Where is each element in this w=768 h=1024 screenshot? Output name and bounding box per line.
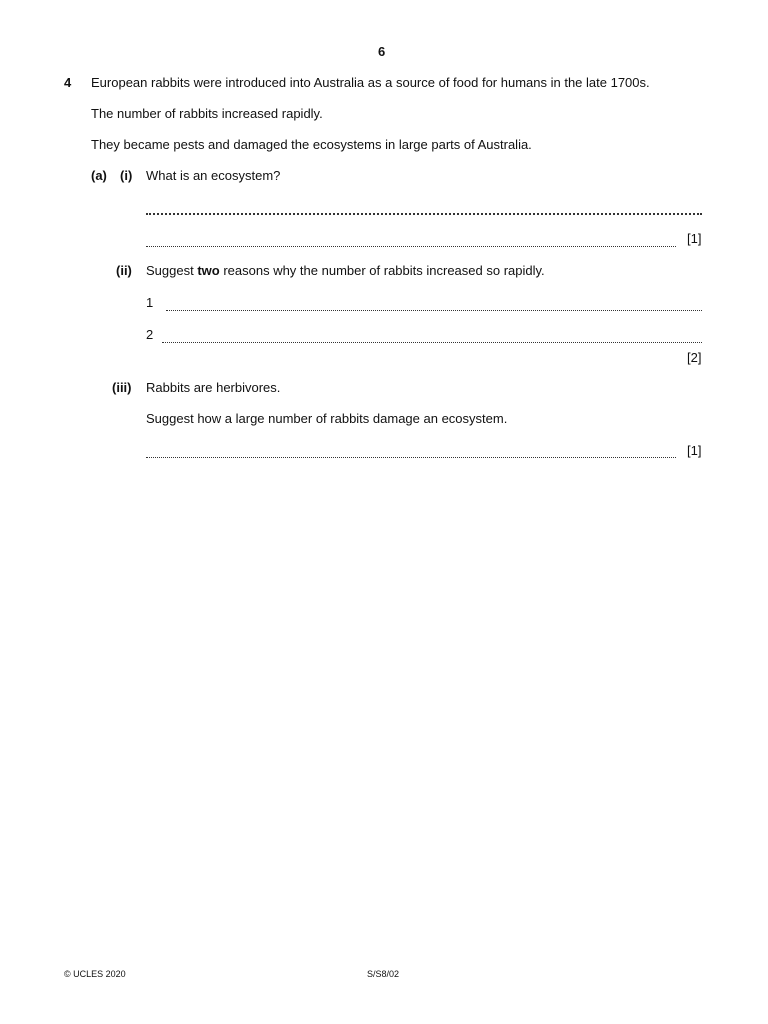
footer-copyright: © UCLES 2020 — [64, 969, 126, 979]
page-number: 6 — [378, 44, 386, 59]
part-a-ii-text-before: Suggest — [146, 263, 198, 278]
part-a-label: (a) — [91, 168, 107, 183]
part-a-ii-text-bold: two — [197, 263, 220, 278]
question-intro-line-2: The number of rabbits increased rapidly. — [91, 106, 323, 121]
answer-line-a-i-2[interactable] — [146, 246, 676, 247]
question-intro-line-1: European rabbits were introduced into Australia as a source of food for humans in the late 1700s. — [91, 75, 650, 90]
part-a-ii-text-after: reasons why the number of rabbits increased so rapidly. — [219, 263, 545, 278]
footer-code: S/S8/02 — [367, 969, 400, 979]
question-number: 4 — [64, 75, 72, 90]
marks-a-i: [1] — [687, 231, 702, 246]
part-a-iii-statement: Rabbits are herbivores. — [146, 380, 281, 395]
part-a-ii-question — [146, 263, 545, 279]
answer-line-a-i-1[interactable] — [146, 213, 702, 215]
answer-line-a-ii-2[interactable] — [162, 342, 702, 343]
part-a-i-question: What is an ecosystem? — [146, 168, 281, 183]
part-a-iii-label: (iii) — [112, 380, 132, 395]
question-intro-line-3: They became pests and damaged the ecosystems in large parts of Australia. — [91, 137, 532, 152]
marks-a-iii: [1] — [687, 443, 702, 458]
answer-line-label-1: 1 — [146, 295, 154, 310]
part-a-ii-label: (ii) — [116, 263, 132, 278]
part-a-i-label: (i) — [120, 168, 133, 183]
answer-line-label-2: 2 — [146, 327, 154, 342]
marks-a-ii: [2] — [687, 350, 702, 365]
part-a-iii-question: Suggest how a large number of rabbits damage an ecosystem. — [146, 411, 508, 426]
answer-line-a-ii-1[interactable] — [166, 310, 702, 311]
answer-line-a-iii[interactable] — [146, 457, 676, 458]
